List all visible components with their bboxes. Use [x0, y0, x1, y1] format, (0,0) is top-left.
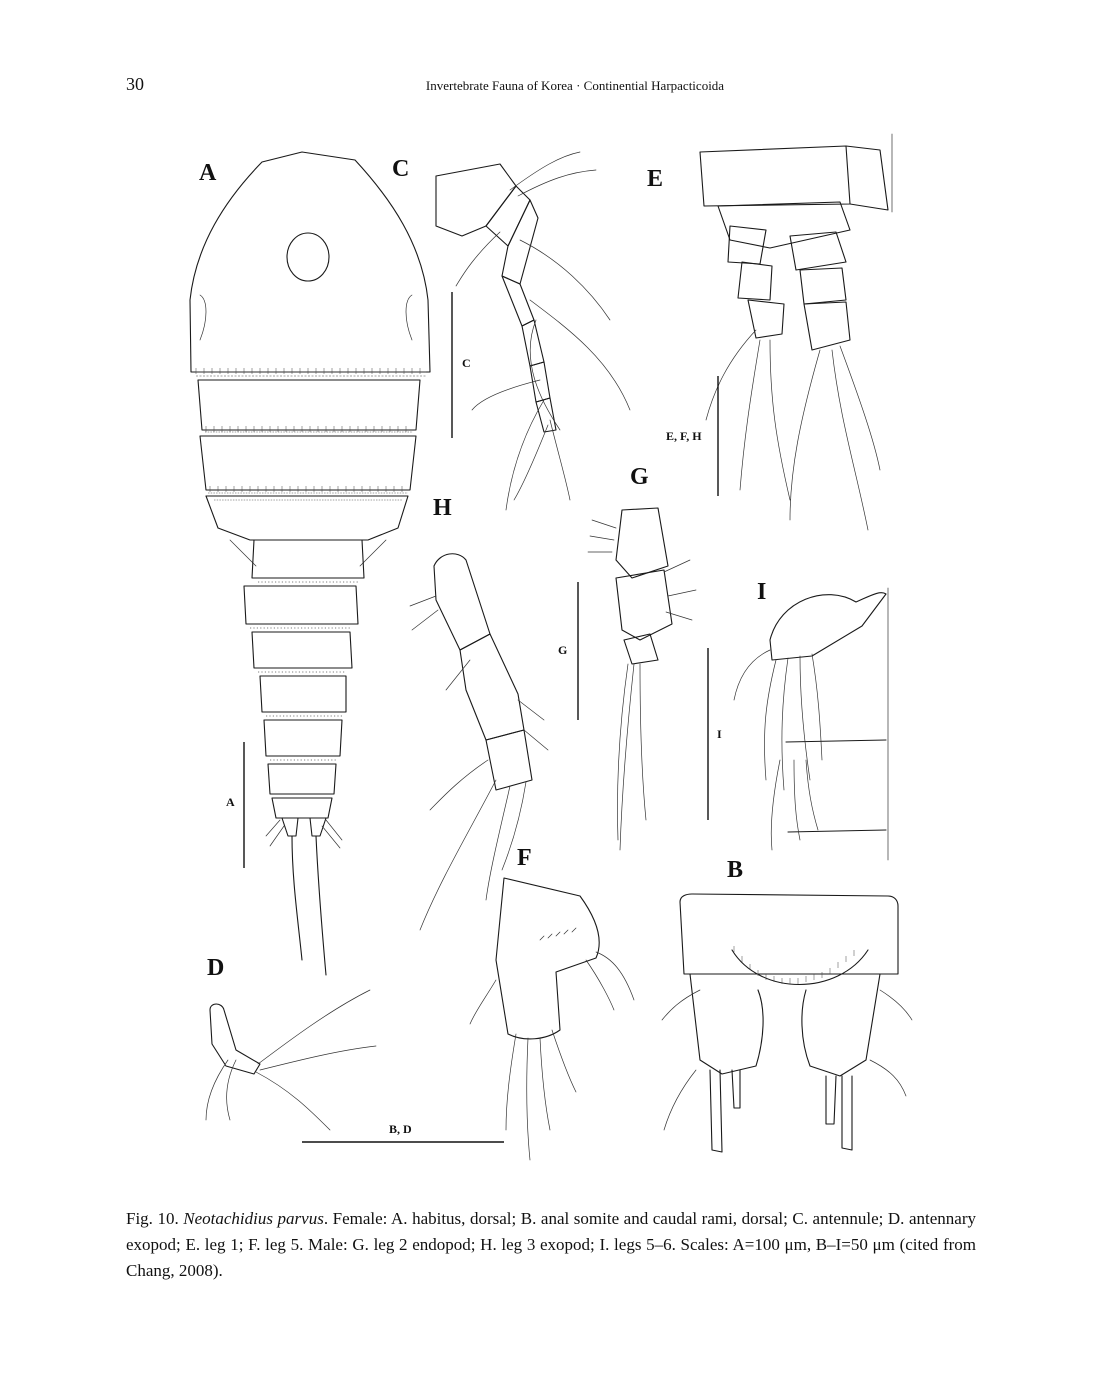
- caption-fig-label: Fig. 10.: [126, 1209, 179, 1228]
- panel-c-antennule: [436, 152, 630, 510]
- panel-h-letter: H: [433, 495, 452, 521]
- panel-f-leg5: [470, 878, 634, 1160]
- panel-f-letter: F: [517, 845, 532, 871]
- panel-g-leg2-endopod: [588, 508, 696, 850]
- scale-label-g: G: [558, 643, 568, 657]
- page-number: 30: [126, 74, 144, 94]
- scale-label-efh: E, F, H: [666, 429, 702, 443]
- scale-label-i: I: [717, 727, 722, 741]
- panel-i-legs-5-6: [734, 588, 888, 860]
- panel-a-habitus: [190, 152, 430, 975]
- panel-e-letter: E: [647, 166, 664, 192]
- panel-e-leg1: [700, 134, 892, 530]
- running-head: Invertebrate Fauna of Korea · Continential Harpacticoida: [425, 78, 725, 93]
- figure-caption: [126, 1206, 976, 1284]
- panel-b-letter: B: [727, 857, 744, 883]
- panel-b-anal-somite: [662, 894, 912, 1152]
- scale-label-c: C: [462, 356, 471, 370]
- caption-species: Neotachidius parvus: [183, 1209, 324, 1228]
- panel-a-letter: A: [199, 160, 217, 186]
- panel-i-letter: I: [757, 579, 767, 605]
- caption-text: . Female: A. habitus, dorsal; B. anal somite and caudal rami, dorsal; C. antennule; D. antennary exopod; E. leg 1; F. leg 5. Male: G. leg 2 endopod; H. leg 3 exopod; I. legs 5–6. Scales: A=100 μm, B–I=50 μm (cited from Chang, 2008).: [126, 1209, 976, 1280]
- panel-c-letter: C: [392, 156, 410, 182]
- scale-label-bd: B, D: [389, 1122, 412, 1136]
- scale-label-a: A: [226, 795, 235, 809]
- panel-d-antennary-exopod: [206, 990, 376, 1130]
- panel-d-letter: D: [207, 955, 225, 981]
- panel-g-letter: G: [630, 464, 649, 490]
- panel-h-leg3-exopod: [410, 554, 548, 930]
